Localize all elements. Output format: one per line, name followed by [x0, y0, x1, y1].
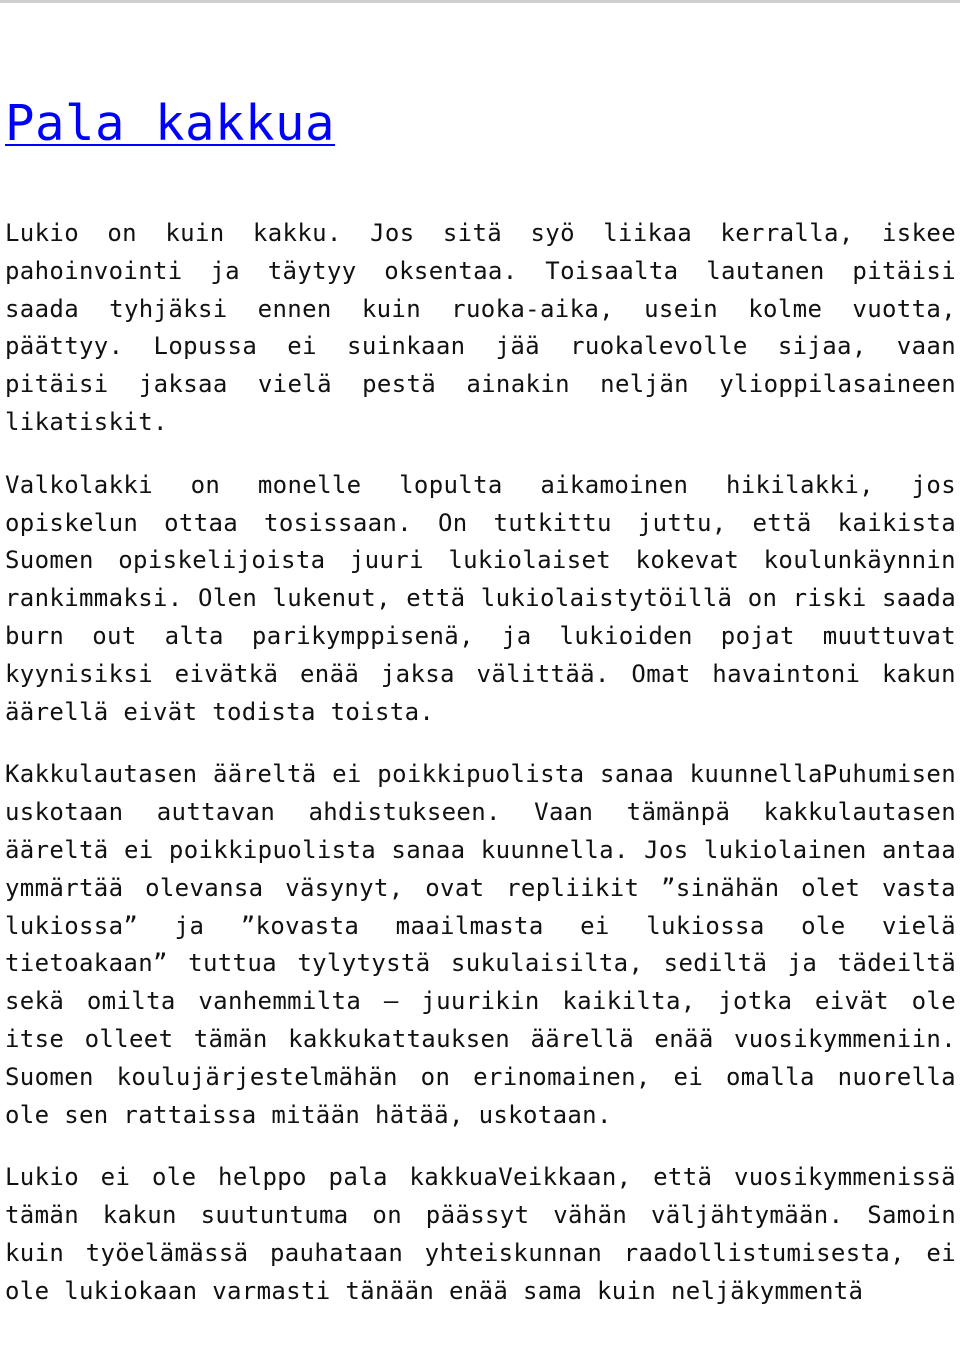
article-title-link[interactable]: Pala kakkua: [5, 95, 336, 152]
article-title: [5, 92, 956, 156]
article: [5, 92, 956, 1311]
article-paragraph-4: Lukio ei ole helppo pala kakkuaVeikkaan, että vuosikymmenissä tämän kakun suutuntuma on päässyt vähän väljähtymään. Samoin kuin työelämässä pauhataan yhteiskunnan raadollistumisesta, ei ole lukiokaan varmasti tänään enää sama kuin neljäkymmentä: [5, 1163, 956, 1305]
article-paragraph-2: Valkolakki on monelle lopulta aikamoinen hikilakki, jos opiskelun ottaa tosissaan. On tutkittu juttu, että kaikista Suomen opiskelijoista juuri lukiolaiset kokevat koulunkäynnin rankimmaksi. Olen lukenut, että lukiolaistytöillä on riski saada burn out alta parikymppisenä, ja lukioiden pojat muuttuvat kyynisiksi eivätkä enää jaksa välittää. Omat havaintoni kakun äärellä eivät todista toista.: [5, 470, 956, 726]
top-divider: [0, 0, 960, 3]
article-paragraph-3: Kakkulautasen ääreltä ei poikkipuolista sanaa kuunnellaPuhumisen uskotaan auttavan ahdistukseen. Vaan tämänpä kakkulautasen ääreltä ei poikkipuolista sanaa kuunnella. Jos lukiolainen antaa ymmärtää olevansa väsynyt, ovat repliikit ”sinähän olet vasta lukiossa” ja ”kovasta maailmasta ei lukiossa ole vielä tietoakaan” tuttua tylytystä sukulaisilta, sediltä ja tädeiltä sekä omilta vanhemmilta – juurikin kaikilta, jotka eivät ole itse olleet tämän kakkukattauksen äärellä enää vuosikymmeniin. Suomen koulujärjestelmähän on erinomainen, ei omalla nuorella ole sen rattaissa mitään hätää, uskotaan.: [5, 760, 956, 1129]
article-paragraph-1: Lukio on kuin kakku. Jos sitä syö liikaa kerralla, iskee pahoinvointi ja täytyy oksentaa. Toisaalta lautanen pitäisi saada tyhjäksi ennen kuin ruoka-aika, usein kolme vuotta, päättyy. Lopussa ei suinkaan jää ruokalevolle sijaa, vaan pitäisi jaksaa vielä pestä ainakin neljän ylioppilasaineen likatiskit.: [5, 219, 956, 436]
